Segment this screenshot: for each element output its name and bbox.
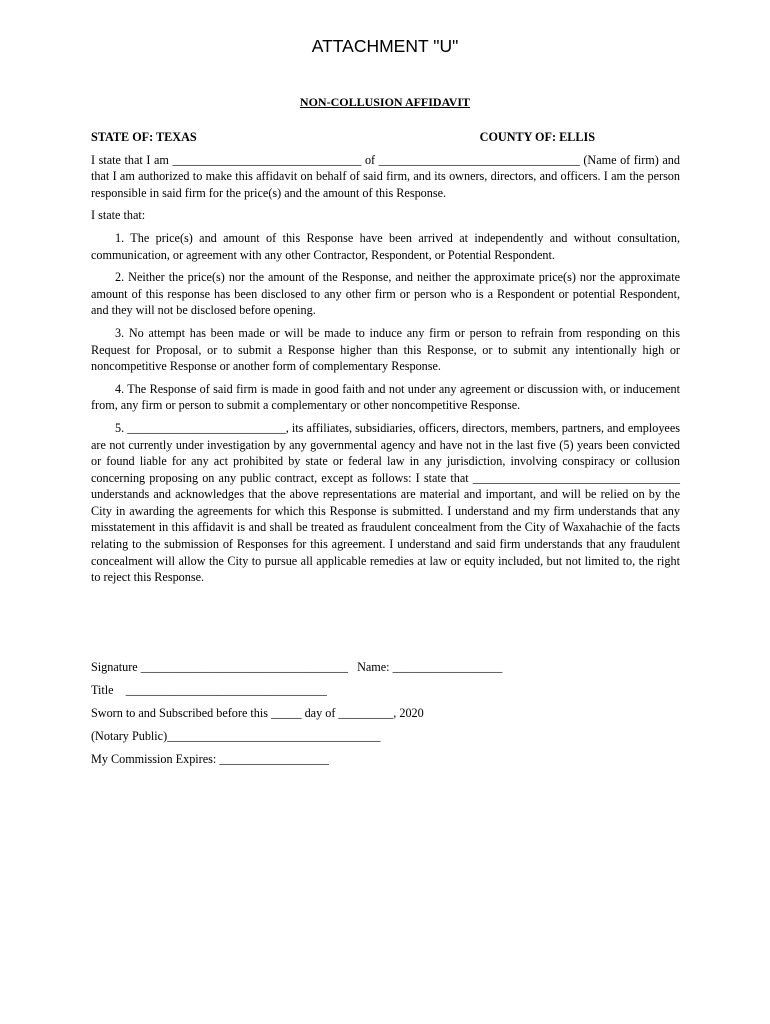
title-line[interactable]: Title _________________________________ <box>91 683 327 697</box>
statement-item-1: 1. The price(s) and amount of this Response have been arrived at independently and without consultation, communication, or agreement with any other Contractor, Respondent, or Potential Respondent. <box>91 230 680 262</box>
notary-line[interactable]: (Notary Public)___________________________________ <box>91 729 381 743</box>
statement-item-3: 3. No attempt has been made or will be made to induce any firm or person to refrain from responding on this Request for Proposal, or to submit a Response higher than this Response, or to submit any intentionally high or noncompetitive Response or another form of complementary Response. <box>91 325 680 374</box>
attachment-title: ATTACHMENT "U" <box>311 36 459 56</box>
state-label: STATE OF: TEXAS <box>91 130 197 144</box>
intro-paragraph: I state that I am _______________________________ of _________________________________ (Name of firm) and that I am authorized to make this affidavit on behalf of said firm, and its owners, directors, and officers. I am the person responsible in said firm for the price(s) and the amount of this Response. <box>91 152 680 200</box>
signature-block <box>91 659 502 774</box>
commission-expires-line[interactable]: My Commission Expires: __________________ <box>91 752 330 766</box>
county-label: COUNTY OF: ELLIS <box>479 130 595 144</box>
statement-item-5: 5. __________________________, its affiliates, subsidiaries, officers, directors, members, partners, and employees are not currently under investigation by any governmental agency and have not in the last five (5) years been convicted or found liable for any act prohibited by state or federal law in any jurisdiction, involving conspiracy or collusion concerning proposing on any public contract, except as follows: I state that __________________________________ understands and acknowledges that the above representations are material and important, and will be relied on by the City in awarding the agreements for which this Response is submitted. I understand and my firm understands that any misstatement in this affidavit is and shall be treated as fraudulent concealment from the City of Waxahachie of the facts relating to the submission of Responses for this agreement. I understand and said firm understands that any fraudulent concealment will allow the City to pursue all applicable remedies at law or equity included, but not limited to, the right to reject this Response. <box>91 420 680 585</box>
statement-item-2: 2. Neither the price(s) nor the amount of the Response, and neither the approximate price(s) nor the approximate amount of this response has been disclosed to any other firm or person who is a Respondent or potential Respondent, and they will not be disclosed before opening. <box>91 270 680 318</box>
jurisdiction-row <box>91 129 680 146</box>
affidavit-body <box>91 129 680 592</box>
i-state-that: I state that: <box>91 208 146 223</box>
sworn-line[interactable]: Sworn to and Subscribed before this _____ day of _________, 2020 <box>91 706 424 720</box>
statement-item-4: 4. The Response of said firm is made in good faith and not under any agreement or discussion with, or inducement from, any firm or person to submit a complementary or other noncompetitive Response. <box>91 381 680 413</box>
signature-line[interactable]: Signature __________________________________ Name: __________________ <box>91 660 503 674</box>
affidavit-heading: NON-COLLUSION AFFIDAVIT <box>299 95 471 109</box>
